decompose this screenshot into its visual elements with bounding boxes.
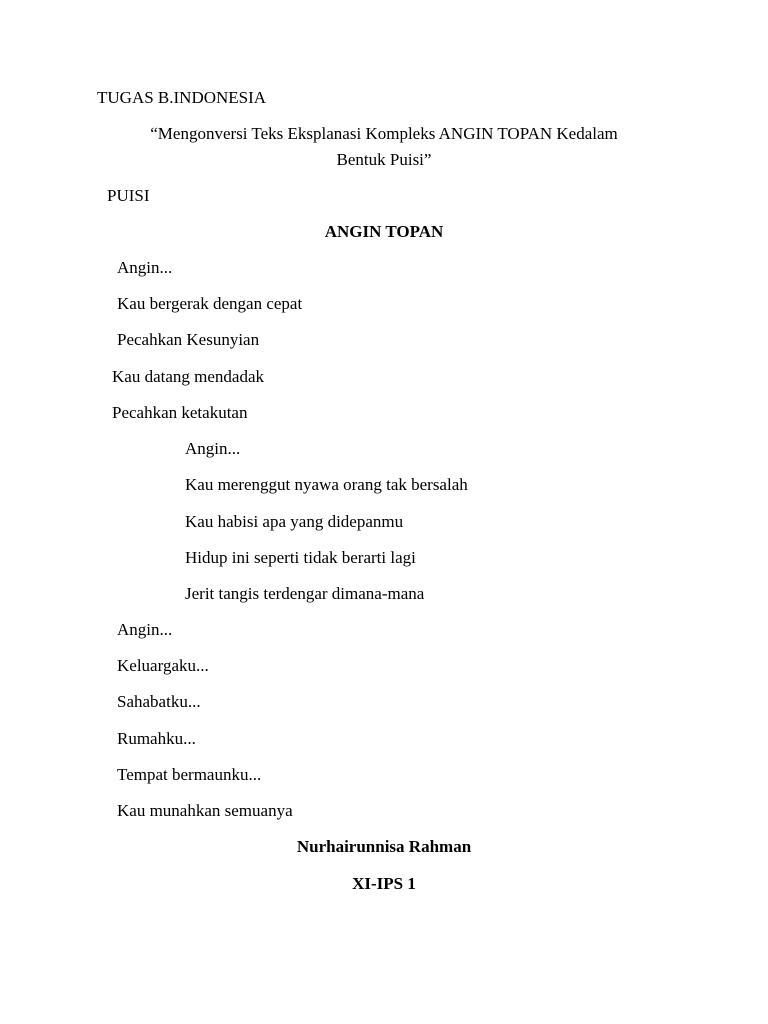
poem-line: Keluargaku...	[117, 656, 209, 675]
poem-line: Kau munahkan semuanya	[117, 801, 293, 820]
poem-line: Kau datang mendadak	[112, 367, 264, 386]
poem-line: Pecahkan ketakutan	[112, 403, 248, 422]
poem-line: Angin...	[117, 258, 173, 277]
poem-line: Angin...	[185, 439, 241, 458]
poem-line: Kau merenggut nyawa orang tak bersalah	[185, 475, 468, 494]
subtitle-line-1: “Mengonversi Teks Eksplanasi Kompleks ANGIN TOPAN Kedalam	[150, 124, 618, 143]
poem-line: Hidup ini seperti tidak berarti lagi	[185, 548, 416, 567]
poem-line: Angin...	[117, 620, 173, 639]
poem-line: Pecahkan Kesunyian	[117, 330, 260, 349]
author-class: XI-IPS 1	[352, 874, 416, 893]
author-name: Nurhairunnisa Rahman	[296, 837, 472, 856]
poem-line: Rumahku...	[117, 729, 196, 748]
poem-line: Tempat bermaunku...	[117, 765, 262, 784]
poem-title: ANGIN TOPAN	[324, 222, 444, 241]
poem-line: Kau bergerak dengan cepat	[117, 294, 303, 313]
section-label: PUISI	[107, 186, 150, 205]
poem-line: Jerit tangis terdengar dimana-mana	[185, 584, 425, 603]
poem-line: Sahabatku...	[117, 692, 201, 711]
document-header: TUGAS B.INDONESIA	[97, 88, 267, 107]
poem-line: Kau habisi apa yang didepanmu	[185, 512, 404, 531]
subtitle-line-2: Bentuk Puisi”	[336, 150, 432, 169]
